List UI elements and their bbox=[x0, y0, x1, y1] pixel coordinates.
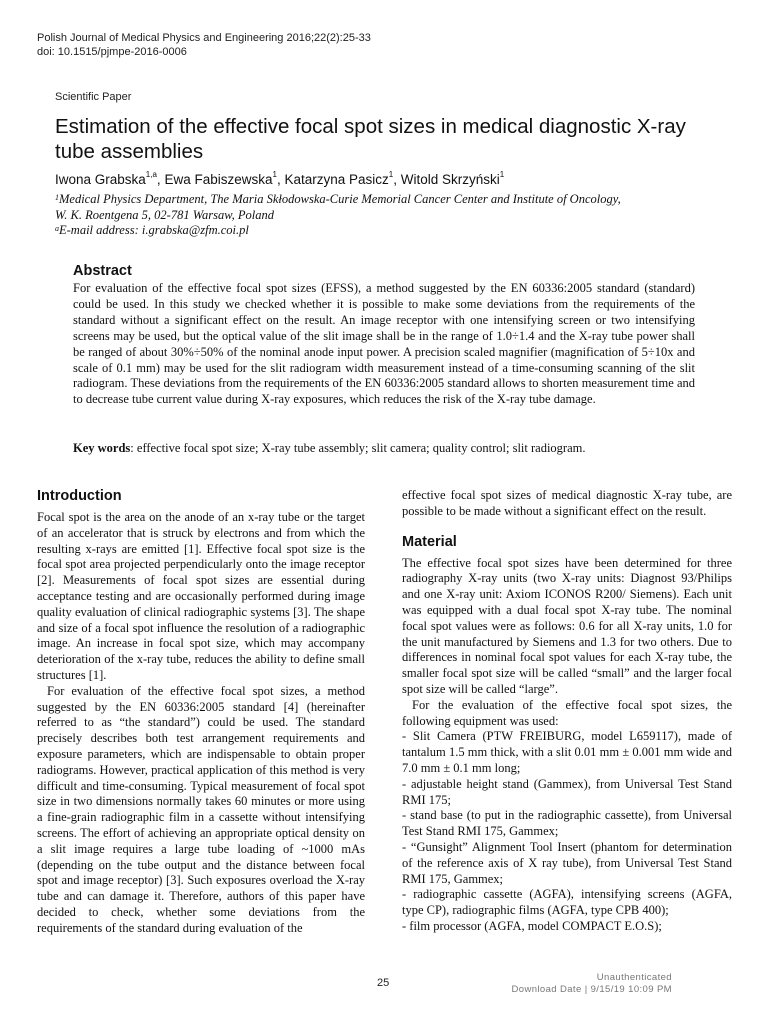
equipment-item: - Slit Camera (PTW FREIBURG, model L659117), made of tantalum 1.5 mm thick, with a slit 0.01 mm ± 0.001 mm wide and 7.0 mm ± 0.1 mm long; bbox=[402, 729, 732, 775]
download-stamp bbox=[510, 972, 672, 996]
unauthenticated-label: Unauthenticated bbox=[596, 972, 672, 983]
download-date: Download Date | 9/15/19 10:09 PM bbox=[511, 984, 672, 995]
author-name: Ewa Fabiszewska bbox=[164, 172, 273, 187]
author-name: Iwona Grabska bbox=[55, 172, 146, 187]
introduction-paragraph-2: For evaluation of the effective focal spot sizes, a method suggested by the EN 60336:2005 standard [4] (hereinafter referred to as “the standard”) could be used. The standard precisely describes both test arrangement requirements and exposure parameters, which are indispensable to obtain proper radiograms. However, practical application of this method is very difficult and time-consuming. Typical measurement of focal spot size in two dimensions normally takes 60 minutes or more using a fine-grain radiographic film in a cassette without intensifying screens. The effort of achieving an appropriate optical density on a slit image requires a large tube loading of ~1000 mAs (depending on the tube output and the distance between focal spot and image receptor) [3]. Such exposures overload the X-ray tube and can damage it. Therefore, authors of this paper have decided to check, whether some deviations from the requirements of the standard during evaluation of the bbox=[37, 683, 365, 935]
keywords-label: Key words bbox=[73, 441, 131, 455]
equipment-item: - radiographic cassette (AGFA), intensifying screens (AGFA, type CP), radiographic films (AGFA, type CPB 400); bbox=[402, 887, 732, 918]
equipment-item: - “Gunsight” Alignment Tool Insert (phantom for determination of the reference axis of X ray tube), from Universal Test Stand RMI 175, Gammex; bbox=[402, 839, 732, 886]
email-address: E-mail address: i.grabska@zfm.coi.pl bbox=[59, 223, 249, 237]
author-sup: 1,a bbox=[145, 170, 157, 179]
material-paragraph-2: For the evaluation of the effective focal spot sizes, the following equipment was used: bbox=[402, 697, 732, 728]
abstract-heading: Abstract bbox=[73, 263, 132, 279]
doi: doi: 10.1515/pjmpe-2016-0006 bbox=[37, 46, 187, 58]
journal-title: Polish Journal of Medical Physics and Engineering 2016;22(2):25-33 bbox=[37, 32, 371, 44]
author-list: Iwona Grabska$^{1,a}$, Ewa Fabiszewska$^1$, Katarzyna Pasicz$^1$, Witold Skrzyński$^1$ bbox=[55, 170, 505, 187]
author-name: Witold Skrzyński bbox=[400, 172, 500, 187]
equipment-item: - film processor (AGFA, model COMPACT E.O.S); bbox=[402, 918, 662, 933]
page-number: 25 bbox=[377, 977, 390, 989]
introduction-paragraph-1: Focal spot is the area on the anode of an x-ray tube or the target of an accelerator that is struck by electrons and from which the resulting x-rays are emitted [1]. Effective focal spot size is the focal spot area projected perpendicularly onto the image receptor [2]. Measurements of focal spot sizes are essential during acceptance testing and are occasionally performed during image quality evaluation of clinical radiographic systems [3]. The shape and size of a focal spot influence the resolution of a radiographic image. An increase in focal spot size, which may accompany deterioration of the x-ray tube, reduces the ability to define small structures [1]. bbox=[37, 510, 365, 682]
introduction-heading: Introduction bbox=[37, 488, 122, 504]
email-sup: a bbox=[55, 224, 59, 233]
keywords bbox=[73, 441, 695, 456]
journal-citation bbox=[37, 31, 371, 59]
left-column bbox=[37, 488, 365, 937]
introduction-paragraph-3: effective focal spot sizes of medical diagnostic X-ray tube, are possible to be made without a significant effect on the result. bbox=[402, 488, 732, 518]
affiliation-sup: 1 bbox=[55, 193, 59, 202]
affiliation bbox=[55, 192, 621, 239]
author-sup: 1 bbox=[272, 170, 277, 179]
equipment-item: - stand base (to put in the radiographic cassette), from Universal Test Stand RMI 175, Gammex; bbox=[402, 808, 732, 839]
affiliation-line-2: W. K. Roentgena 5, 02-781 Warsaw, Poland bbox=[55, 207, 274, 222]
paper-title: Estimation of the effective focal spot sizes in medical diagnostic X-ray tube assemblies bbox=[55, 115, 686, 163]
keywords-text: : effective focal spot size; X-ray tube assembly; slit camera; quality control; slit radiogram. bbox=[130, 441, 586, 455]
author-sup: 1 bbox=[499, 170, 505, 179]
abstract-text: For evaluation of the effective focal spot sizes (EFSS), a method suggested by the EN 60336:2005 standard (standard) could be used. In this study we checked whether it is possible to make some deviations from the requirements of the standard without a significant effect on the result. An image receptor with one intensifying screen or two intensifying screens may be used, but the optical value of the slit image shall be in the range of 1.0÷1.4 and the X-ray tube power shall be ranged of about 30%÷50% of the nominal anode input power. A precision scaled magnifier (magnification of 5÷10x and scale of 0.1 mm) may be used for the slit radiogram width measurement instead of a time-consuming scanning of the slit radiogram. These deviations from the requirements of the EN 60336:2005 standard allows to shorten measurement time and to decrease tube current value during X-ray exposures, which reduces the risk of the X-ray tube damage. bbox=[73, 281, 695, 407]
material-paragraph-1: The effective focal spot sizes have been determined for three radiography X-ray units (two X-ray units: Diagnost 93/Philips and one X-ray unit: Axiom ICONOS R200/ Siemens). Each unit was equipped with a dual focal spot X-ray tube. The nominal focal spot values were as follows: 0.6 for all X-ray units, 1.0 for the unit manufactured by Siemens and 1.3 for two others. Due to differences in nominal focal spot values for each X-ray tube, the smaller focal spot size will be called “small” and the larger focal spot size will be called “large”. bbox=[402, 555, 732, 696]
right-column bbox=[402, 488, 732, 935]
paper-type: Scientific Paper bbox=[55, 91, 132, 103]
equipment-item: - adjustable height stand (Gammex), from Universal Test Stand RMI 175; bbox=[402, 776, 732, 807]
material-heading: Material bbox=[402, 533, 457, 550]
author-name: Katarzyna Pasicz bbox=[284, 172, 389, 187]
author-sup: 1 bbox=[388, 170, 394, 179]
affiliation-line-1: Medical Physics Department, The Maria Skłodowska-Curie Memorial Cancer Center and Institute of Oncology, bbox=[59, 192, 621, 206]
